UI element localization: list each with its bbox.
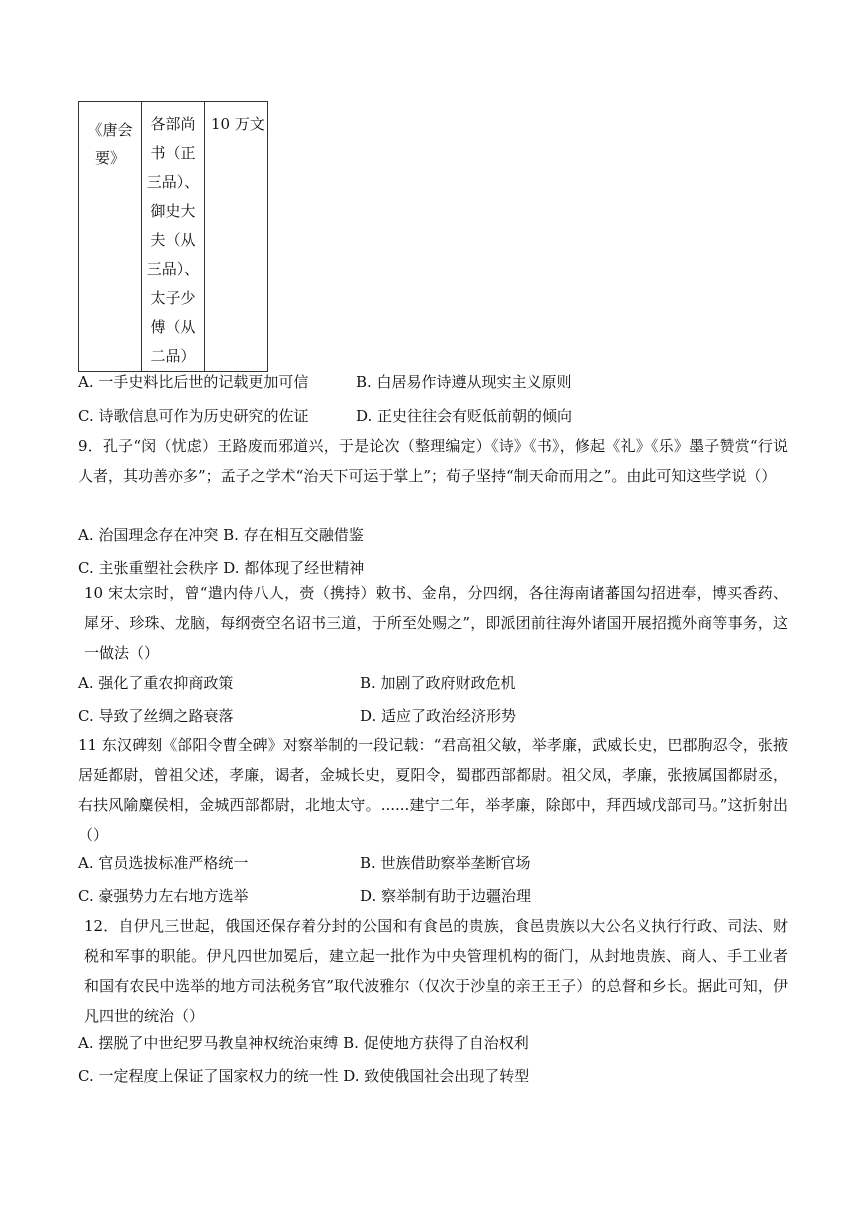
q12-stem: 12．自伊凡三世起，俄国还保存着分封的公国和有食邑的贵族，食邑贵族以大公名义执行行政、司法、财税和军事的职能。伊凡四世加冕后，建立起一批作为中央管理机构的衙门，从封地贵族、商人、手工业者和国有农民中选举的地方司法税务官”取代波雅尔（仅次于沙皇的亲王王子）的总督和乡长。据此可知，伊凡四世的统治（） — [84, 917, 788, 1025]
q10-stem: 10 宋太宗时，曾“遣内侍八人，赍（携持）敕书、金帛，分四纲，各往海南诸蕃国勾招进奉，博买香药、犀牙、珍珠、龙脑，每纲赍空名诏书三道，于所至处赐之”，即派团前往海外诸国开展招揽外商等事务，这一做法（） — [84, 584, 788, 662]
q8-option-b: B. 白居易作诗遵从现实主义原则 — [356, 373, 572, 391]
q11-option-d: D. 察举制有助于边疆治理 — [360, 887, 532, 905]
q11-option-c: C. 豪强势力左右地方选举 — [78, 887, 249, 905]
q10-option-a: A. 强化了重农抑商政策 — [78, 674, 234, 692]
source-table — [78, 101, 268, 372]
q11-stem: 11 东汉碑刻《郃阳令曹全碑》对察举制的一段记载：“君高祖父敏，举孝廉，武威长史，巴郡朐忍令，张掖居延都尉，曾祖父述，孝廉，谒者，金城长史，夏阳令，蜀郡西部都尉。祖父凤，孝廉，张掖属国都尉丞，右扶风隃麋侯相，金城西部都尉，北地太守。......建宁二年，举孝廉，除郎中，拜西域戊部司马。”这折射出（） — [78, 736, 788, 844]
q12-options-ab: A. 摆脱了中世纪罗马教皇神权统治束缚 B. 促使地方获得了自治权利 — [78, 1034, 529, 1052]
q9-options-ab: A. 治国理念存在冲突 B. 存在相互交融借鉴 — [78, 526, 364, 544]
q11-option-a: A. 官员选拔标准严格统一 — [78, 854, 249, 872]
q8-option-c: C. 诗歌信息可作为历史研究的佐证 — [78, 407, 309, 425]
q8-option-a: A. 一手史料比后世的记载更加可信 — [78, 373, 309, 391]
q10-option-d: D. 适应了政治经济形势 — [360, 707, 517, 725]
table-cell-author — [142, 102, 205, 372]
q8-option-d: D. 正史往往会有贬低前朝的倾向 — [356, 407, 573, 425]
q11-option-b: B. 世族借助察举垄断官场 — [360, 854, 531, 872]
author-rank: 各部尚书（正三品）、御史大夫（从三品）、太子少傅（从二品） — [146, 115, 200, 365]
q9-options-cd: C. 主张重塑社会秩序 D. 都体现了经世精神 — [78, 559, 365, 577]
q12-options-cd: C. 一定程度上保证了国家权力的统一性 D. 致使俄国社会出现了转型 — [78, 1067, 530, 1085]
q10-option-c: C. 导致了丝绸之路衰落 — [78, 707, 234, 725]
source-title: 《唐会要》 — [87, 121, 133, 167]
q9-stem: 9．孔子“闵（忧虑）王路废而邪道兴，于是论次（整理编定）《诗》《书》，修起《礼》《乐》墨子赞赏“行说人者，其功善亦多”；孟子之学术“治天下可运于掌上”；荀子坚持“制天命而用之”。由此可知这些学说（） — [78, 437, 788, 485]
word-count: 10 万文 — [211, 115, 265, 133]
table-cell-words — [205, 102, 268, 372]
table-row — [79, 102, 268, 372]
table-cell-source — [79, 102, 142, 372]
q10-option-b: B. 加剧了政府财政危机 — [360, 674, 516, 692]
